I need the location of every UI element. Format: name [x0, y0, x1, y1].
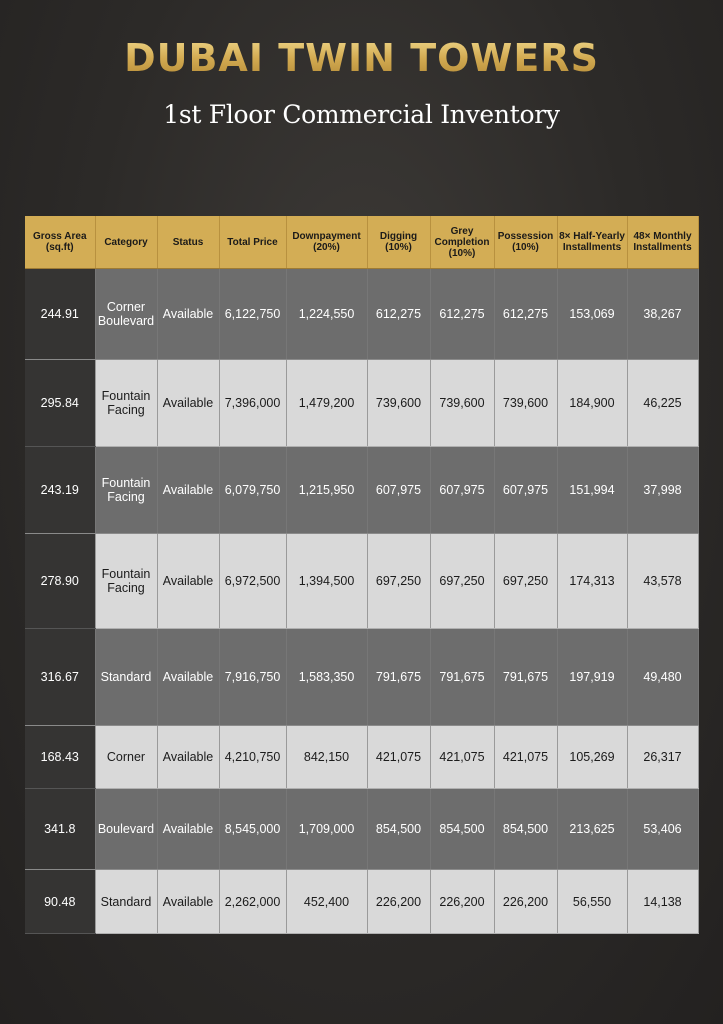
table-cell: 2,262,000: [219, 870, 286, 934]
table-cell: 791,675: [494, 629, 557, 726]
table-cell: 226,200: [367, 870, 430, 934]
table-cell: 295.84: [25, 360, 95, 447]
table-cell: 226,200: [430, 870, 494, 934]
table-cell: Fountain Facing: [95, 534, 157, 629]
table-cell: 607,975: [367, 447, 430, 534]
table-row: [25, 360, 698, 447]
table-cell: 421,075: [430, 726, 494, 789]
table-cell: Available: [157, 870, 219, 934]
column-header: Status: [157, 216, 219, 269]
table-row: [25, 726, 698, 789]
table-cell: 1,394,500: [286, 534, 367, 629]
page-subtitle: 1st Floor Commercial Inventory: [163, 100, 560, 129]
table-row: [25, 629, 698, 726]
table-cell: 791,675: [367, 629, 430, 726]
table-cell: Corner Boulevard: [95, 269, 157, 360]
table-cell: Boulevard: [95, 789, 157, 870]
column-header: Category: [95, 216, 157, 269]
table-cell: 90.48: [25, 870, 95, 934]
table-cell: 607,975: [430, 447, 494, 534]
table-cell: 226,200: [494, 870, 557, 934]
table-cell: 739,600: [367, 360, 430, 447]
table-cell: 7,916,750: [219, 629, 286, 726]
table-cell: 739,600: [430, 360, 494, 447]
table-cell: 14,138: [627, 870, 698, 934]
table-cell: 26,317: [627, 726, 698, 789]
inventory-table: [25, 216, 699, 934]
table-cell: 316.67: [25, 629, 95, 726]
table-cell: 4,210,750: [219, 726, 286, 789]
table-cell: 612,275: [494, 269, 557, 360]
table-cell: 6,972,500: [219, 534, 286, 629]
table-cell: Standard: [95, 629, 157, 726]
table-cell: 46,225: [627, 360, 698, 447]
table-cell: Available: [157, 447, 219, 534]
table-row: [25, 534, 698, 629]
table-cell: 244.91: [25, 269, 95, 360]
table-cell: 341.8: [25, 789, 95, 870]
table-cell: 612,275: [430, 269, 494, 360]
table-cell: 1,215,950: [286, 447, 367, 534]
table-cell: 184,900: [557, 360, 627, 447]
table-cell: 243.19: [25, 447, 95, 534]
table-cell: 697,250: [430, 534, 494, 629]
table-cell: 1,583,350: [286, 629, 367, 726]
table-cell: 8,545,000: [219, 789, 286, 870]
table-cell: Corner: [95, 726, 157, 789]
table-cell: 854,500: [367, 789, 430, 870]
table-cell: 739,600: [494, 360, 557, 447]
column-header: Downpayment (20%): [286, 216, 367, 269]
table-cell: 105,269: [557, 726, 627, 789]
table-cell: Available: [157, 629, 219, 726]
column-header: Digging (10%): [367, 216, 430, 269]
table-cell: Available: [157, 726, 219, 789]
table-cell: 151,994: [557, 447, 627, 534]
table-cell: 791,675: [430, 629, 494, 726]
table-cell: 452,400: [286, 870, 367, 934]
table-cell: 213,625: [557, 789, 627, 870]
table-cell: 38,267: [627, 269, 698, 360]
table-cell: 1,709,000: [286, 789, 367, 870]
table-cell: 854,500: [430, 789, 494, 870]
table-cell: 6,079,750: [219, 447, 286, 534]
table-cell: 421,075: [367, 726, 430, 789]
table-cell: 607,975: [494, 447, 557, 534]
table-cell: 174,313: [557, 534, 627, 629]
column-header: 8× Half-Yearly Installments: [557, 216, 627, 269]
table-row: [25, 269, 698, 360]
table-cell: Available: [157, 534, 219, 629]
table-cell: 278.90: [25, 534, 95, 629]
table-cell: 37,998: [627, 447, 698, 534]
table-cell: 56,550: [557, 870, 627, 934]
table-cell: 153,069: [557, 269, 627, 360]
table-cell: 49,480: [627, 629, 698, 726]
table-cell: Available: [157, 360, 219, 447]
column-header: Gross Area (sq.ft): [25, 216, 95, 269]
table-cell: 842,150: [286, 726, 367, 789]
table-cell: 1,224,550: [286, 269, 367, 360]
table-cell: 53,406: [627, 789, 698, 870]
table-cell: 43,578: [627, 534, 698, 629]
table-cell: 7,396,000: [219, 360, 286, 447]
table-cell: 697,250: [367, 534, 430, 629]
table-cell: Fountain Facing: [95, 447, 157, 534]
table-cell: Available: [157, 269, 219, 360]
table-header-row: [25, 216, 698, 269]
column-header: Possession (10%): [494, 216, 557, 269]
table-cell: Fountain Facing: [95, 360, 157, 447]
table-row: [25, 870, 698, 934]
page-title: DUBAI TWIN TOWERS: [0, 36, 723, 80]
table-cell: Standard: [95, 870, 157, 934]
table-cell: 854,500: [494, 789, 557, 870]
table-row: [25, 789, 698, 870]
table-cell: 1,479,200: [286, 360, 367, 447]
table-cell: 612,275: [367, 269, 430, 360]
column-header: Grey Completion (10%): [430, 216, 494, 269]
table-cell: 6,122,750: [219, 269, 286, 360]
table-cell: 697,250: [494, 534, 557, 629]
table-cell: 197,919: [557, 629, 627, 726]
table-cell: 168.43: [25, 726, 95, 789]
table-cell: Available: [157, 789, 219, 870]
column-header: Total Price: [219, 216, 286, 269]
column-header: 48× Monthly Installments: [627, 216, 698, 269]
table-cell: 421,075: [494, 726, 557, 789]
table-row: [25, 447, 698, 534]
